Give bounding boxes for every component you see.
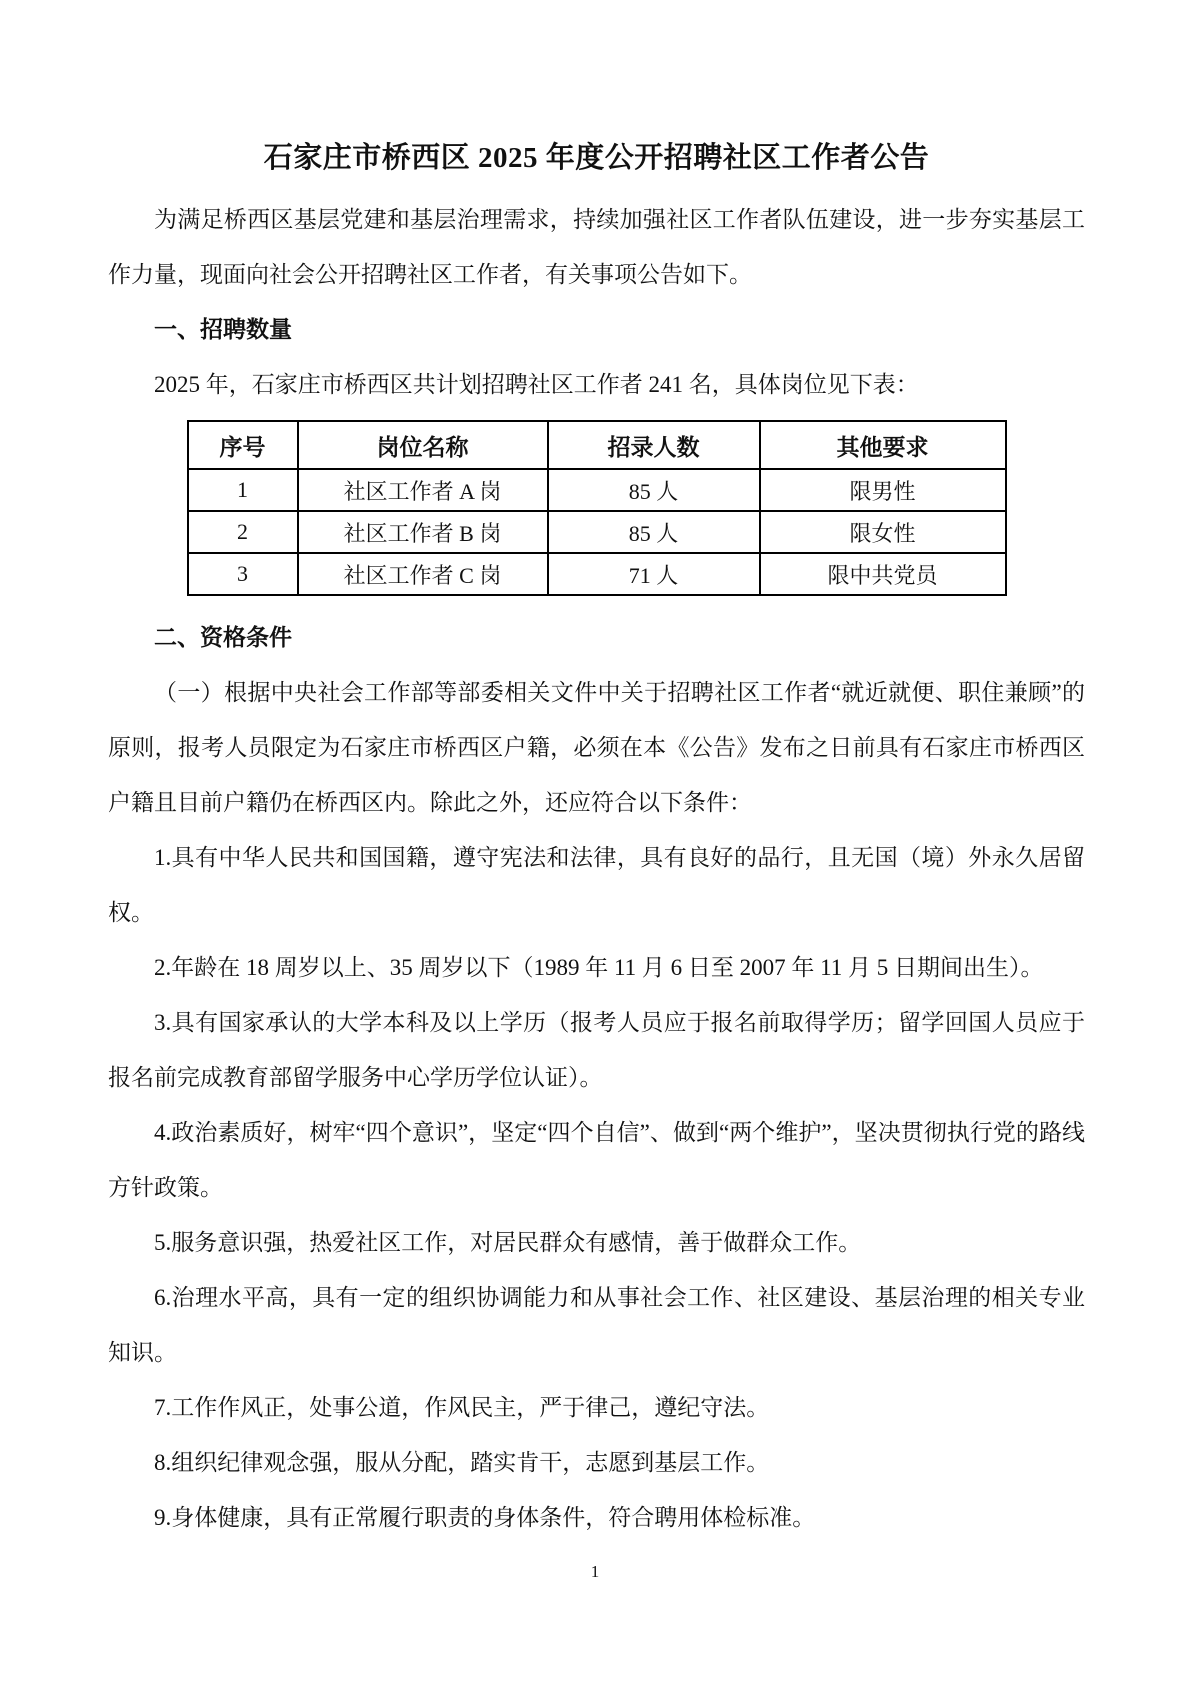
table-header-position-name: 岗位名称 (298, 421, 548, 469)
requirement-item-2: 2.年龄在 18 周岁以上、35 周岁以下（1989 年 11 月 6 日至 2007 年 11 月 5 日期间出生）。 (154, 955, 1044, 980)
table-cell-other-requirements: 限女性 (760, 511, 1006, 553)
requirement-item-7: 7.工作作风正，处事公道，作风民主，严于律己，遵纪守法。 (154, 1395, 770, 1420)
table-cell-position-name: 社区工作者 B 岗 (298, 511, 548, 553)
section-1-heading: 一、招聘数量 (154, 317, 292, 342)
page-number: 1 (590, 1562, 600, 1581)
table-cell-index: 2 (188, 511, 298, 553)
table-row (188, 553, 1006, 595)
table-cell-headcount: 85 人 (548, 469, 760, 511)
eligibility-intro-paragraph: （一）根据中央社会工作部等部委相关文件中关于招聘社区工作者“就近就便、职住兼顾”的原则，报考人员限定为石家庄市桥西区户籍，必须在本《公告》发布之日前具有石家庄市桥西区户籍且目前户籍仍在桥西区内。除此之外，还应符合以下条件： (108, 680, 1085, 815)
requirement-item-6: 6.治理水平高，具有一定的组织协调能力和从事社会工作、社区建设、基层治理的相关专业知识。 (108, 1285, 1085, 1365)
table-header-row (188, 421, 1006, 469)
requirement-item-8: 8.组织纪律观念强，服从分配，踏实肯干，志愿到基层工作。 (154, 1450, 770, 1475)
requirement-item-9: 9.身体健康，具有正常履行职责的身体条件，符合聘用体检标准。 (154, 1505, 816, 1530)
table-header-index: 序号 (188, 421, 298, 469)
table-row (188, 511, 1006, 553)
requirement-item-5: 5.服务意识强，热爱社区工作，对居民群众有感情，善于做群众工作。 (154, 1230, 862, 1255)
requirement-item-4: 4.政治素质好，树牢“四个意识”，坚定“四个自信”、做到“两个维护”，坚决贯彻执行党的路线方针政策。 (108, 1120, 1085, 1200)
table-cell-headcount: 85 人 (548, 511, 760, 553)
section-2-heading: 二、资格条件 (154, 625, 292, 650)
table-cell-position-name: 社区工作者 C 岗 (298, 553, 548, 595)
requirement-item-3: 3.具有国家承认的大学本科及以上学历（报考人员应于报名前取得学历；留学回国人员应于报名前完成教育部留学服务中心学历学位认证）。 (108, 1010, 1085, 1090)
requirement-item-1: 1.具有中华人民共和国国籍，遵守宪法和法律，具有良好的品行，且无国（境）外永久居留权。 (108, 845, 1085, 925)
table-cell-index: 3 (188, 553, 298, 595)
page-title: 石家庄市桥西区 2025 年度公开招聘社区工作者公告 (263, 142, 930, 174)
table-cell-index: 1 (188, 469, 298, 511)
table-header-headcount: 招录人数 (548, 421, 760, 469)
table-cell-other-requirements: 限中共党员 (760, 553, 1006, 595)
recruitment-positions-table (187, 420, 1007, 596)
table-header-other-requirements: 其他要求 (760, 421, 1006, 469)
table-row (188, 469, 1006, 511)
table-cell-headcount: 71 人 (548, 553, 760, 595)
table-cell-other-requirements: 限男性 (760, 469, 1006, 511)
intro-paragraph: 为满足桥西区基层党建和基层治理需求，持续加强社区工作者队伍建设，进一步夯实基层工作力量，现面向社会公开招聘社区工作者，有关事项公告如下。 (108, 207, 1085, 287)
section-1-lead: 2025 年，石家庄市桥西区共计划招聘社区工作者 241 名，具体岗位见下表： (154, 372, 919, 397)
table-cell-position-name: 社区工作者 A 岗 (298, 469, 548, 511)
